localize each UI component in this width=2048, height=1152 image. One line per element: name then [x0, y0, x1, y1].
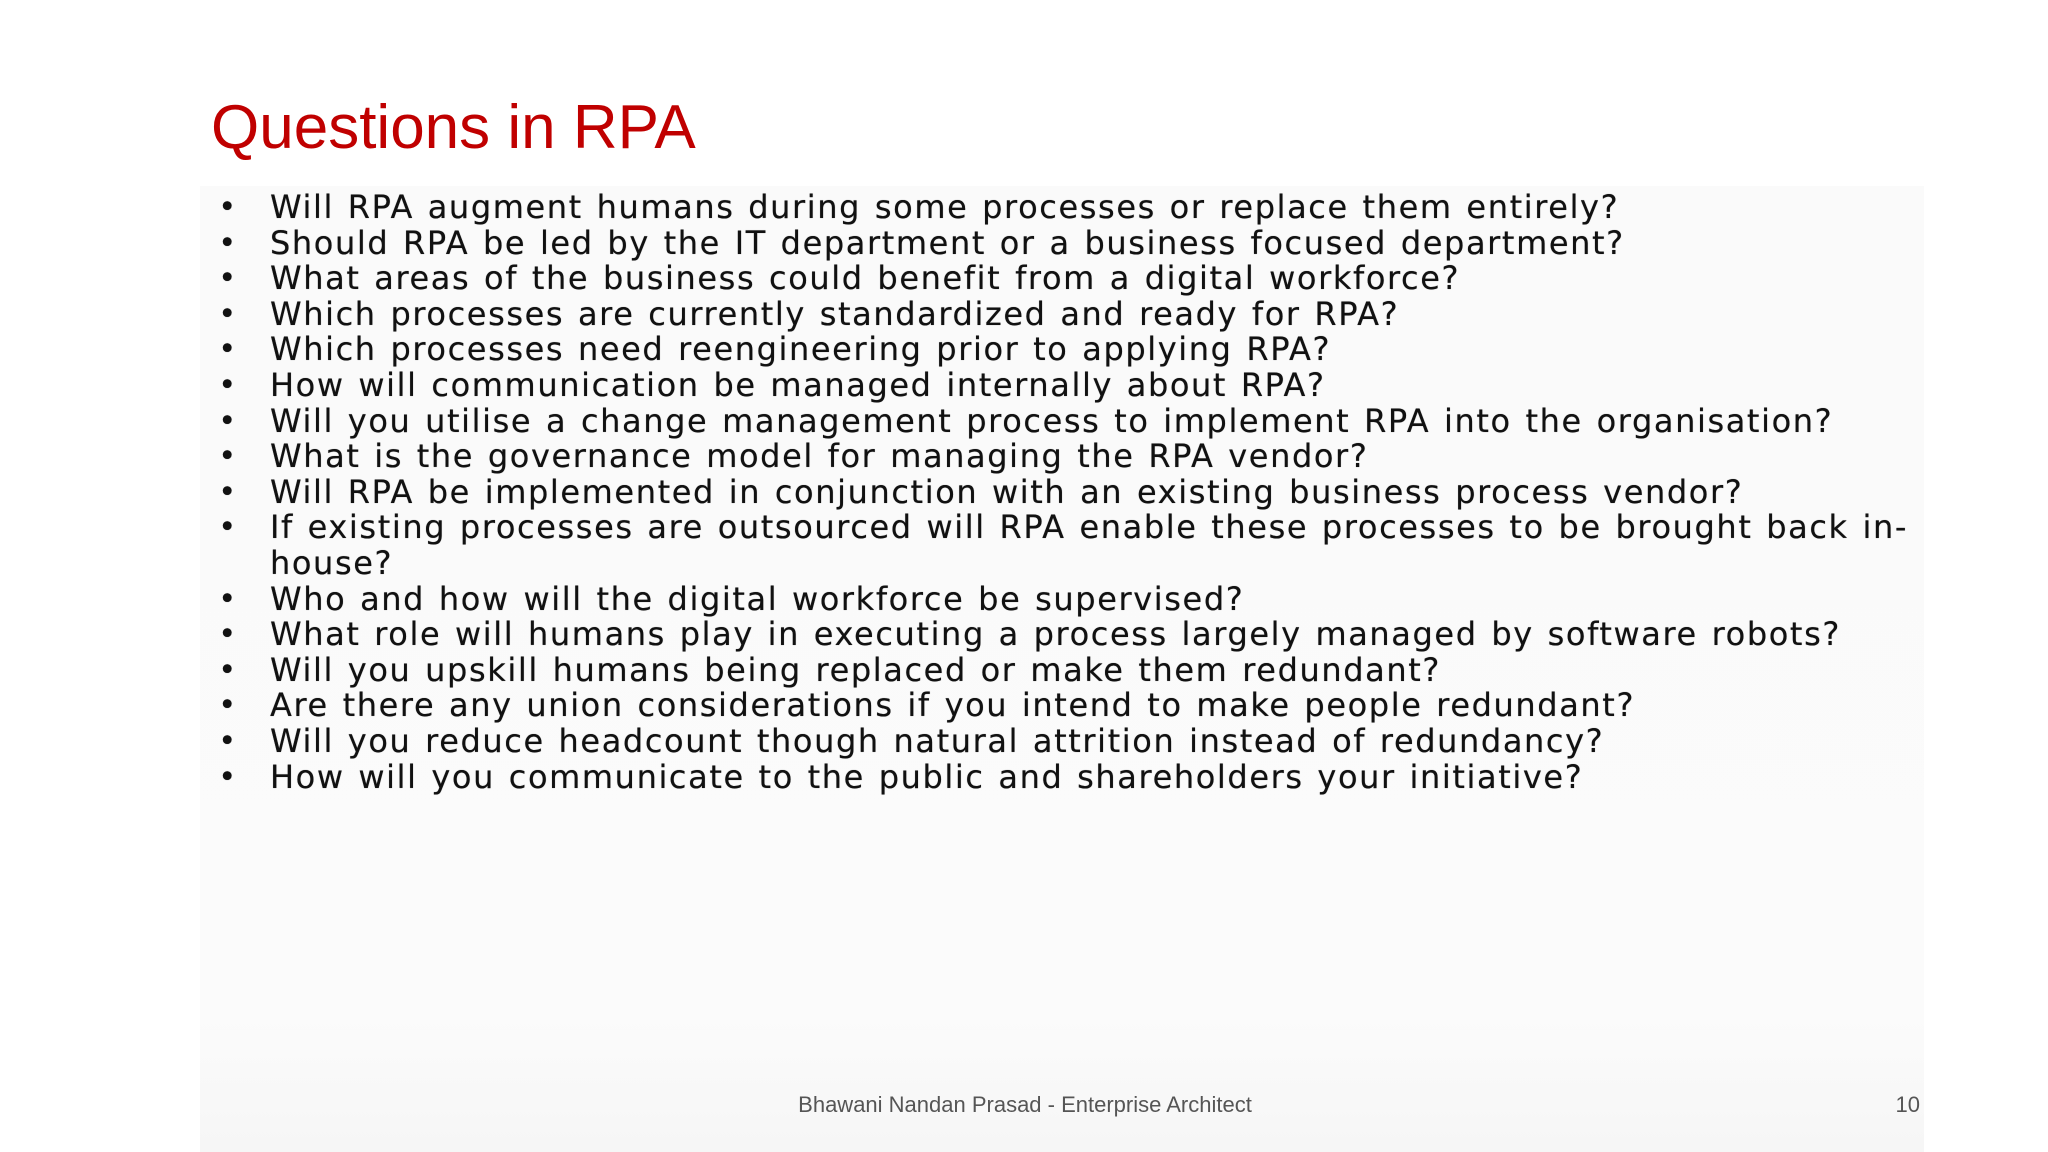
- bullet-icon: •: [218, 617, 238, 653]
- question-item: [205, 401, 1925, 440]
- bullet-icon: •: [218, 581, 238, 617]
- question-text: Will RPA augment humans during some processes or replace them entirely?: [270, 188, 1620, 226]
- bullet-icon: •: [218, 688, 238, 724]
- question-text: Will you utilise a change management process to implement RPA into the organisation?: [270, 401, 1834, 440]
- question-item: [205, 579, 1925, 618]
- question-text: Which processes need reengineering prior to applying RPA?: [270, 330, 1332, 369]
- bullet-icon: •: [218, 190, 238, 225]
- bullet-icon: •: [218, 652, 238, 688]
- bullet-icon: •: [218, 723, 238, 759]
- question-item: [205, 223, 1925, 262]
- question-item: [205, 510, 1925, 581]
- bullet-icon: •: [218, 261, 238, 297]
- question-text: Will you reduce headcount though natural attrition instead of redundancy?: [270, 721, 1605, 760]
- slide-title: Questions in RPA: [211, 93, 696, 162]
- question-text: Which processes are currently standardized and ready for RPA?: [270, 294, 1400, 333]
- question-item: [205, 757, 1925, 796]
- bullet-icon: •: [218, 439, 238, 475]
- question-text: Should RPA be led by the IT department or a business focused department?: [270, 223, 1625, 262]
- question-text: What is the governance model for managing the RPA vendor?: [270, 437, 1369, 476]
- footer-author: Bhawani Nandan Prasad - Enterprise Architect: [798, 1092, 1252, 1117]
- question-item: [205, 721, 1925, 760]
- bullet-icon: •: [218, 367, 238, 403]
- question-text: Who and how will the digital workforce be supervised?: [270, 579, 1245, 618]
- bullet-icon: •: [218, 332, 238, 368]
- question-text: What areas of the business could benefit from a digital workforce?: [270, 259, 1461, 298]
- question-list: [205, 190, 1925, 795]
- page-number: 10: [1895, 1092, 1920, 1117]
- question-item: [205, 294, 1925, 333]
- question-text: Will you upskill humans being replaced or make them redundant?: [270, 650, 1441, 689]
- question-item: [205, 365, 1925, 404]
- question-text: How will communication be managed internally about RPA?: [270, 365, 1326, 404]
- question-item: [205, 650, 1925, 689]
- bullet-icon: •: [218, 510, 238, 546]
- question-item: [205, 617, 1925, 653]
- question-text: How will you communicate to the public and shareholders your initiative?: [270, 757, 1584, 796]
- question-item: [205, 190, 1925, 226]
- bullet-icon: •: [218, 474, 238, 510]
- question-item: [205, 332, 1925, 368]
- question-text: What role will humans play in executing a process largely managed by software robots?: [270, 615, 1841, 654]
- bullet-icon: •: [218, 296, 238, 332]
- question-item: [205, 688, 1925, 724]
- question-item: [205, 472, 1925, 511]
- question-item: [205, 261, 1925, 297]
- bullet-icon: •: [218, 225, 238, 261]
- question-item: [205, 439, 1925, 475]
- question-text: If existing processes are outsourced will RPA enable these processes to be brought back in-house?: [270, 508, 1908, 582]
- bullet-icon: •: [218, 403, 238, 439]
- question-text: Will RPA be implemented in conjunction with an existing business process vendor?: [270, 472, 1744, 511]
- question-text: Are there any union considerations if you intend to make people redundant?: [270, 686, 1636, 725]
- bullet-icon: •: [218, 759, 238, 795]
